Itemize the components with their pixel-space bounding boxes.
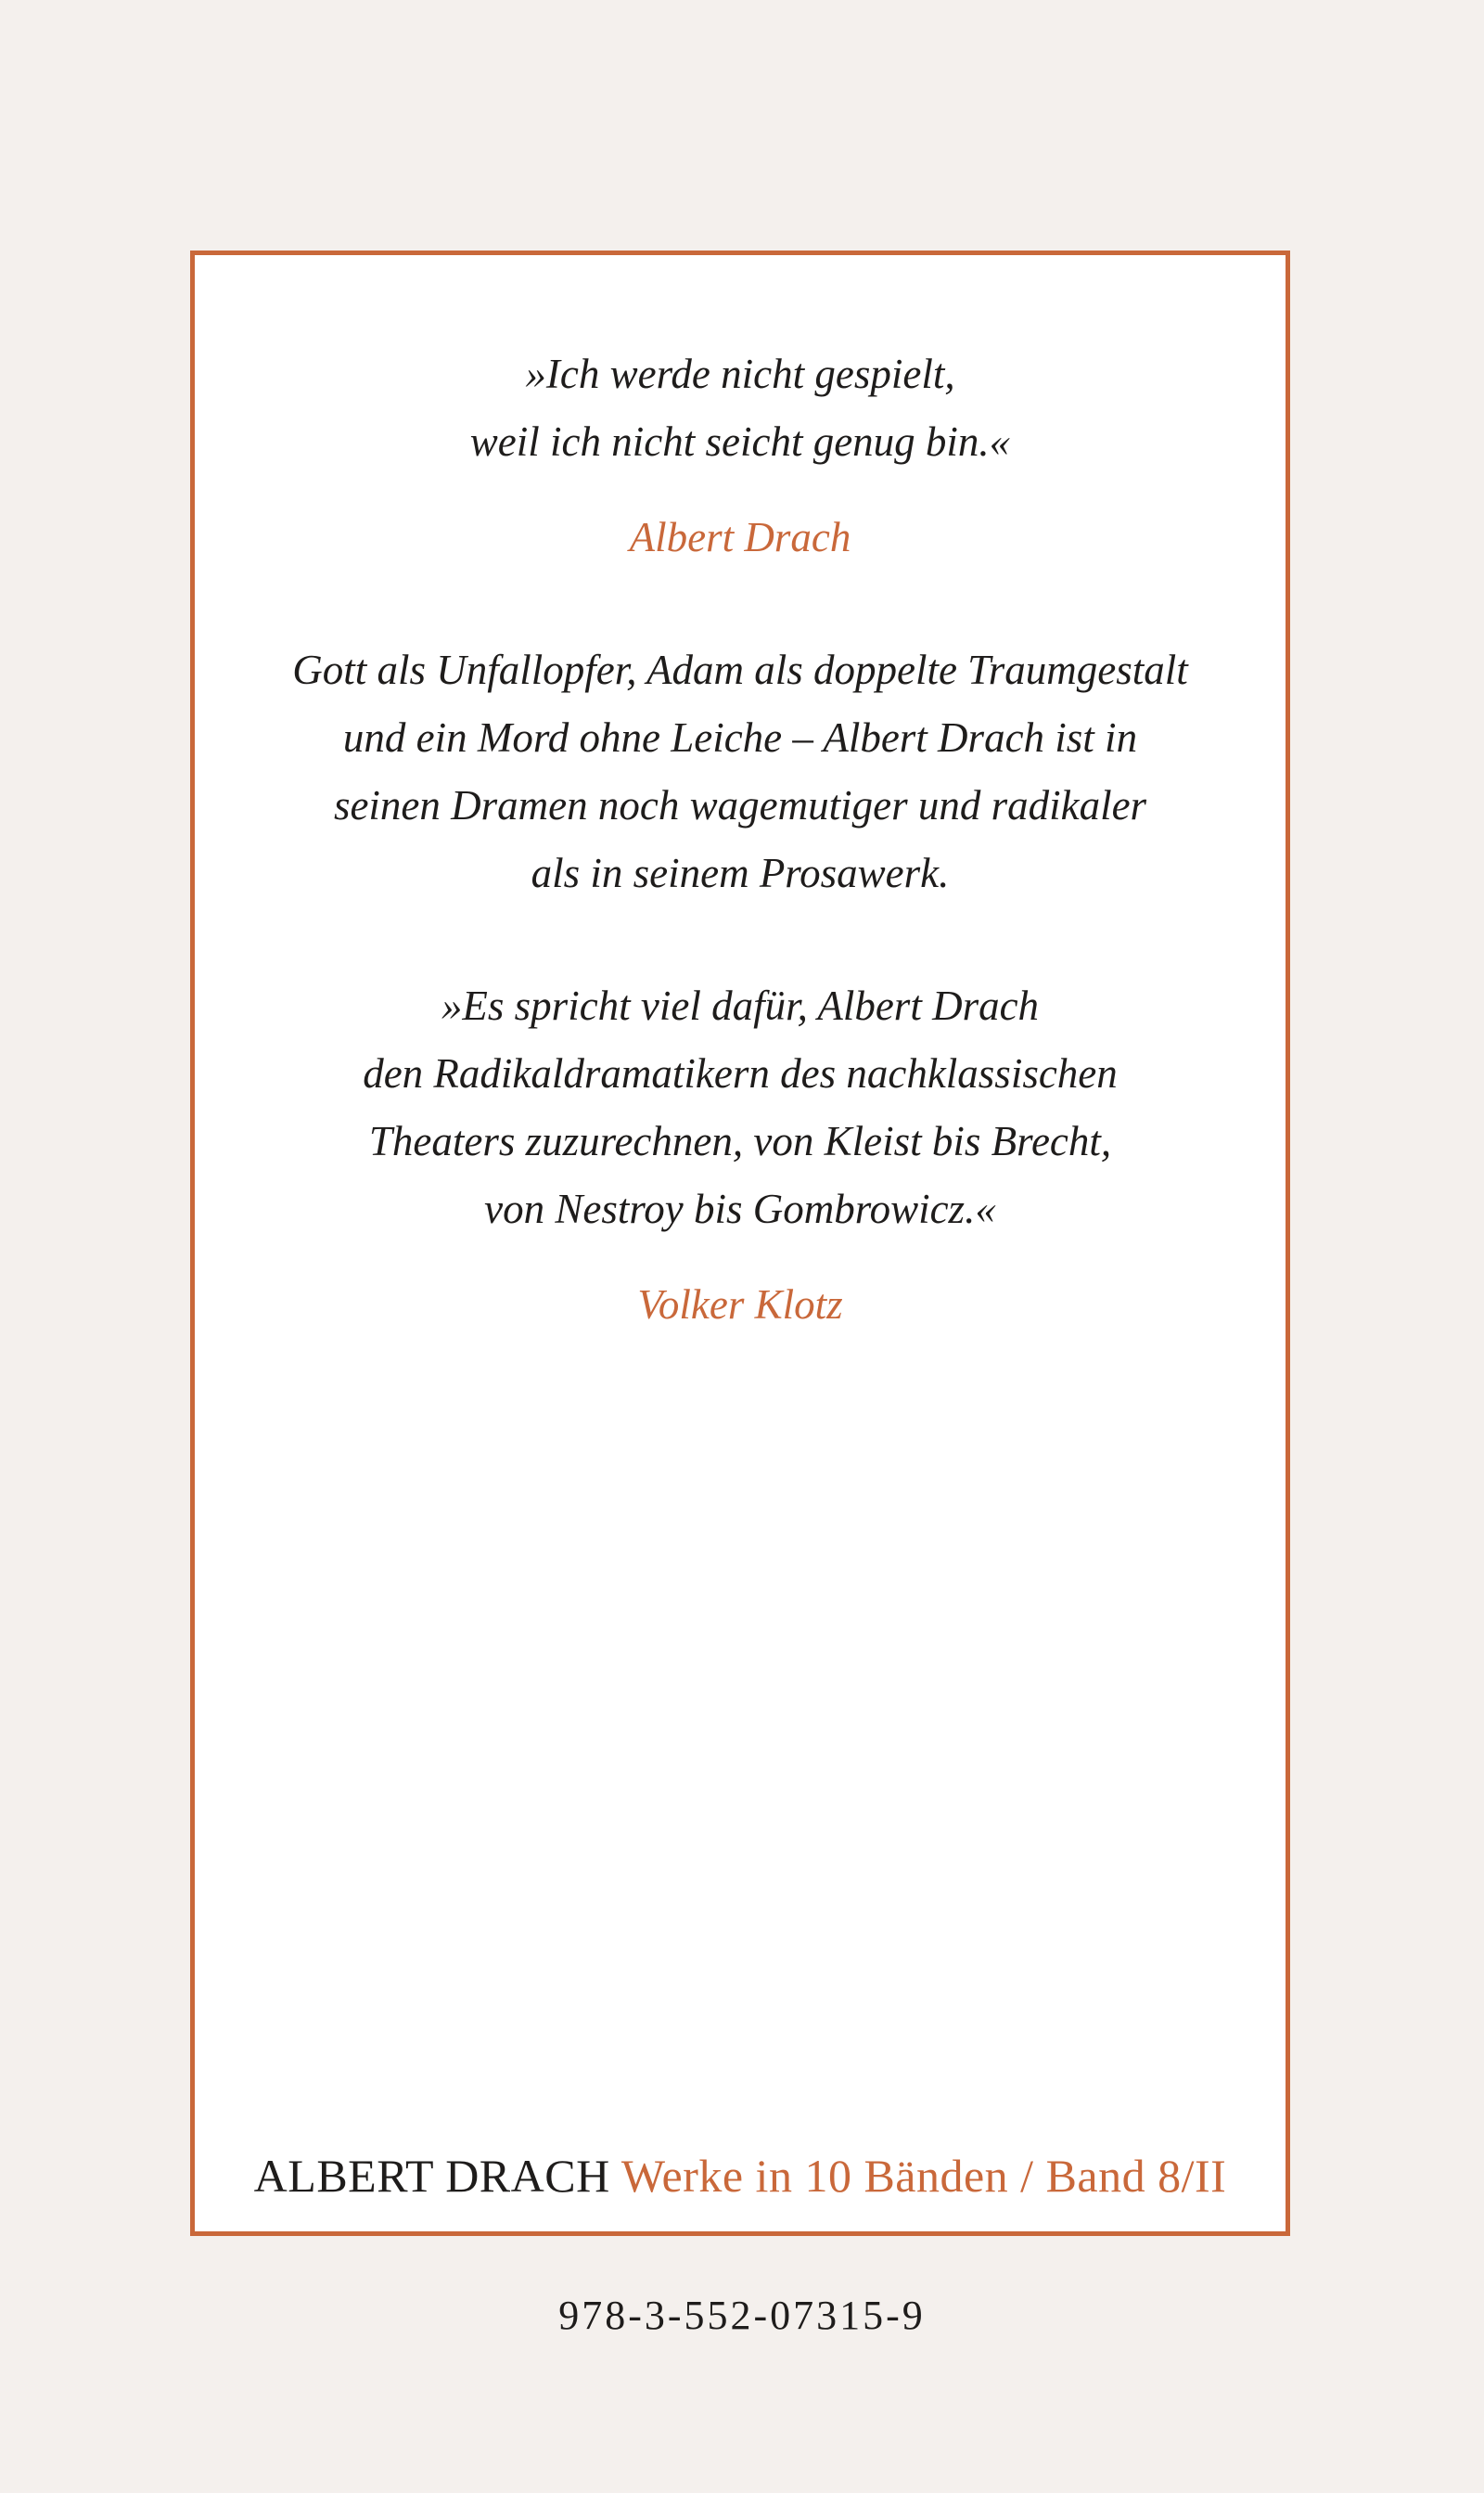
quote-1-line-2: weil ich nicht seicht genug bin.« <box>469 418 1011 465</box>
description-line-4: als in seinem Prosawerk. <box>531 850 950 896</box>
description-line-1: Gott als Unfallopfer, Adam als doppelte Traumgestalt <box>292 647 1188 693</box>
footer-edition: Werke in 10 Bänden / Band 8/II <box>620 2150 1227 2202</box>
series-footer <box>195 2148 1286 2204</box>
cover-panel <box>190 251 1290 2236</box>
quote-2-line-3: Theaters zuzurechnen, von Kleist bis Brecht, <box>368 1118 1112 1164</box>
description-line-3: seinen Dramen noch wagemutiger und radikaler <box>333 782 1147 829</box>
footer-author: ALBERT DRACH <box>253 2150 621 2202</box>
quote-block-1 <box>195 341 1286 572</box>
quote-2-author: Volker Klotz <box>637 1281 843 1328</box>
quote-2-line-4: von Nestroy bis Gombrowicz.« <box>484 1186 996 1232</box>
quote-1-author: Albert Drach <box>629 514 851 560</box>
quote-2-line-1: »Es spricht viel dafür, Albert Drach <box>441 983 1040 1029</box>
description-line-2: und ein Mord ohne Leiche – Albert Drach ist in <box>342 714 1138 761</box>
isbn-number: 978-3-552-07315-9 <box>558 2293 926 2338</box>
quote-1-line-1: »Ich werde nicht gespielt, <box>525 351 955 397</box>
quote-block-2 <box>195 972 1286 1339</box>
description-block <box>195 636 1286 907</box>
quote-2-line-2: den Radikaldramatikern des nachklassischen <box>363 1050 1118 1097</box>
back-cover-text <box>195 341 1286 1339</box>
